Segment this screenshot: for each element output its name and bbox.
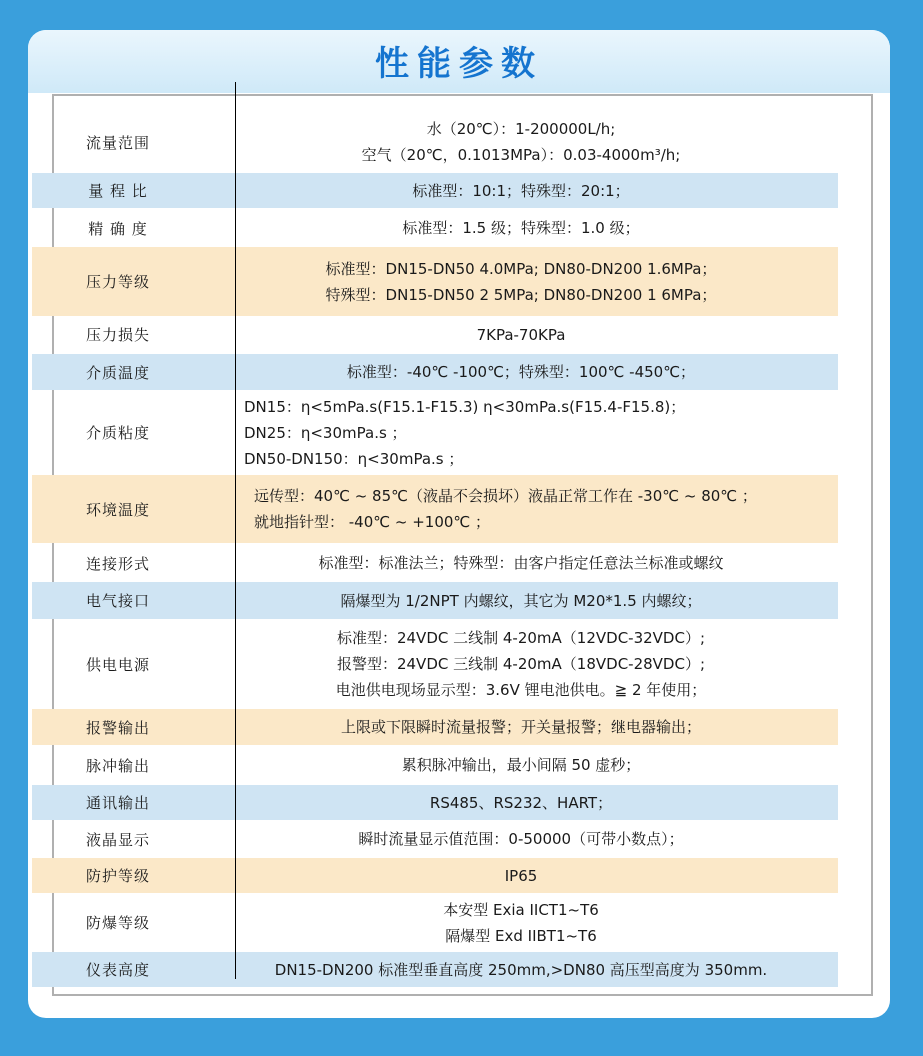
row-value bbox=[204, 752, 838, 778]
row-value bbox=[204, 625, 838, 703]
row-value bbox=[204, 863, 838, 889]
table-row bbox=[32, 391, 838, 474]
row-label: 介质粘度 bbox=[85, 424, 150, 442]
value-line: DN15：η<5mPa.s(F15.1-F15.3) η<30mPa.s(F15.4-F15.8)； bbox=[244, 397, 686, 416]
row-value bbox=[204, 116, 838, 168]
value-line: 标准型：1.5 级；特殊型：1.0 级； bbox=[402, 219, 640, 237]
table-row bbox=[32, 475, 838, 543]
row-label: 防护等级 bbox=[85, 867, 150, 885]
value-line: 标准型：DN15-DN50 4.0MPa; DN80-DN200 1.6MPa； bbox=[325, 259, 717, 278]
value-line: 远传型：40℃ ~ 85℃（液晶不会损坏）液晶正常工作在 -30℃ ~ 80℃ ； bbox=[254, 487, 757, 505]
title-band bbox=[28, 30, 890, 93]
row-label: 仪表高度 bbox=[85, 961, 150, 979]
value-line: DN15-DN200 标准型垂直高度 250mm,>DN80 高压型高度为 350mm. bbox=[274, 960, 768, 979]
table-row bbox=[32, 582, 838, 619]
row-value bbox=[204, 714, 838, 740]
row-value bbox=[204, 256, 838, 308]
row-value bbox=[204, 588, 838, 614]
table-row bbox=[32, 858, 838, 893]
table-row bbox=[32, 354, 838, 390]
value-line: 电池供电现场显示型：3.6V 锂电池供电。≧ 2 年使用； bbox=[335, 681, 707, 699]
row-label: 压力损失 bbox=[85, 326, 150, 344]
row-label: 报警输出 bbox=[85, 718, 150, 737]
value-line: 报警型：24VDC 三线制 4-20mA（18VDC-28VDC）; bbox=[336, 655, 706, 673]
value-line: DN25：η<30mPa.s ； bbox=[244, 423, 407, 442]
row-value bbox=[204, 897, 838, 949]
value-line: 标准型：10:1；特殊型：20:1； bbox=[412, 181, 630, 200]
row-label: 量 程 比 bbox=[88, 182, 148, 200]
value-line: IP65 bbox=[504, 866, 538, 885]
value-line: 上限或下限瞬时流量报警；开关量报警；继电器输出； bbox=[340, 718, 701, 736]
row-label: 压力等级 bbox=[85, 273, 150, 291]
row-label: 连接形式 bbox=[85, 554, 150, 573]
value-line: 标准型：-40℃ -100℃；特殊型：100℃ -450℃； bbox=[346, 363, 696, 381]
column-divider bbox=[235, 82, 236, 979]
row-label: 环境温度 bbox=[85, 500, 150, 519]
value-line: 隔爆型为 1/2NPT 内螺纹，其它为 M20*1.5 内螺纹； bbox=[340, 591, 702, 610]
row-label: 精 确 度 bbox=[88, 219, 148, 238]
table-row bbox=[32, 173, 838, 208]
table-row bbox=[32, 952, 838, 987]
value-line: 瞬时流量显示值范围：0-50000（可带小数点）； bbox=[358, 830, 684, 848]
value-line: 水（20℃）：1-200000L/h; bbox=[426, 120, 616, 138]
value-line: 标准型：标准法兰；特殊型：由客户指定任意法兰标准或螺纹 bbox=[318, 554, 724, 572]
value-line: 特殊型：DN15-DN50 2 5MPa; DN80-DN200 1 6MPa； bbox=[325, 285, 717, 304]
value-line: 标准型：24VDC 二线制 4-20mA（12VDC-32VDC）; bbox=[336, 629, 706, 647]
value-line: 本安型 Exia IICT1~T6 bbox=[443, 900, 599, 919]
table-row bbox=[32, 317, 838, 352]
row-value bbox=[204, 957, 838, 983]
row-value bbox=[204, 550, 838, 576]
row-value bbox=[204, 483, 838, 535]
table-row bbox=[32, 210, 838, 246]
row-label: 通讯输出 bbox=[85, 794, 150, 812]
table-row bbox=[32, 709, 838, 745]
table-row bbox=[32, 747, 838, 783]
value-line: RS485、RS232、HART； bbox=[429, 793, 613, 812]
table-row bbox=[32, 620, 838, 708]
row-label: 供电电源 bbox=[85, 655, 150, 674]
page-title: 性能参数 bbox=[375, 44, 543, 84]
value-line: 7KPa-70KPa bbox=[476, 325, 566, 344]
row-label: 防爆等级 bbox=[85, 914, 150, 932]
row-label: 脉冲输出 bbox=[85, 756, 150, 775]
value-line: 累积脉冲输出，最小间隔 50 虚秒； bbox=[401, 756, 641, 774]
row-label: 介质温度 bbox=[85, 363, 150, 382]
table-row bbox=[32, 545, 838, 581]
table-row bbox=[32, 112, 838, 172]
value-line: 隔爆型 Exd IIBT1~T6 bbox=[445, 926, 597, 945]
row-value bbox=[204, 790, 838, 816]
value-line: 就地指针型： -40℃ ~ +100℃ ； bbox=[254, 513, 491, 531]
row-value bbox=[204, 322, 838, 348]
row-value bbox=[204, 826, 838, 852]
table-row bbox=[32, 894, 838, 951]
table-row bbox=[32, 247, 838, 316]
table-row bbox=[32, 785, 838, 820]
value-line: 空气（20℃，0.1013MPa）：0.03-4000m³/h; bbox=[361, 146, 681, 164]
row-label: 液晶显示 bbox=[85, 830, 150, 849]
row-value bbox=[204, 359, 838, 385]
table-row bbox=[32, 821, 838, 857]
row-label: 流量范围 bbox=[85, 133, 150, 152]
row-value bbox=[204, 215, 838, 241]
value-line: DN50-DN150：η<30mPa.s ； bbox=[244, 449, 464, 468]
row-value bbox=[204, 178, 838, 204]
row-label: 电气接口 bbox=[85, 592, 150, 610]
row-value bbox=[204, 394, 838, 472]
